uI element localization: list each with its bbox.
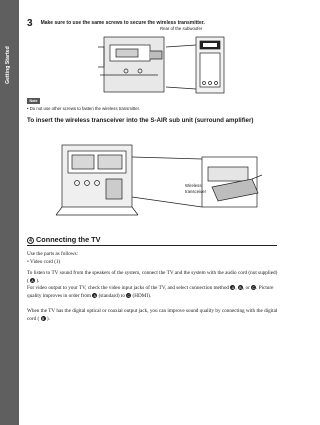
step-number: 3 (27, 17, 33, 29)
figure2-label-line1: Wireless (185, 183, 202, 188)
marker-b-icon: B (41, 317, 45, 322)
digital-text-b: ). (46, 315, 50, 322)
video-sep-1: , (235, 285, 237, 291)
video-paragraph (27, 285, 279, 300)
marker-a-icon: A (93, 294, 96, 299)
listen-paragraph (27, 270, 279, 285)
step-text: Make sure to use the same screws to secure the wireless transmitter. (40, 20, 205, 27)
marker-c-icon: C (127, 294, 130, 299)
figure2-transceiver-illustration (52, 137, 277, 223)
side-tab (0, 0, 19, 425)
figure2-label (185, 183, 206, 194)
digital-text-a: When the TV has the digital optical or coaxial output jack, you can improve sound quality by connecting with the digital cord ( (27, 308, 278, 322)
parts-intro: Use the parts as follows: (27, 251, 79, 257)
parts-item: • Video cord (1) (27, 258, 61, 265)
section-number: 4 (27, 237, 34, 244)
marker-b-icon: B (239, 286, 242, 291)
video-text-c: (standard) to (98, 292, 125, 299)
video-text-d: (HDMI). (132, 292, 152, 299)
figure1-caption: Rear of the subwoofer (160, 26, 203, 31)
listen-text-a: To listen to TV sound from the speakers of the system, connect the TV and the system with the audio cord (not supplied) ( (27, 270, 278, 284)
figure1-subwoofer-illustration (96, 27, 226, 97)
side-tab-label: Getting Started (5, 46, 11, 84)
insert-transceiver-heading: To insert the wireless transceiver into the S-AIR sub unit (surround amplifier) (27, 117, 254, 124)
section-title: Connecting the TV (36, 235, 101, 244)
video-text-a: For video output to your TV, check the video input jacks of the TV, and select connection method (27, 285, 230, 291)
note-badge: Note (27, 98, 40, 104)
marker-a-icon: A (31, 279, 34, 284)
digital-paragraph (27, 308, 279, 323)
marker-c-icon: C (252, 286, 255, 291)
figure2-label-line2: transceiver (185, 188, 207, 194)
video-sep-2: , or (242, 285, 250, 291)
video-text-b: . Picture quality improves in order from (27, 285, 274, 299)
listen-text-b: ). (36, 277, 40, 284)
section-heading (27, 235, 277, 244)
note-text: • Do not use other screws to fasten the wireless transmitter. (27, 106, 141, 111)
marker-a-icon: A (231, 286, 234, 291)
parts-intro-paragraph (27, 251, 279, 266)
section-divider (27, 245, 277, 246)
